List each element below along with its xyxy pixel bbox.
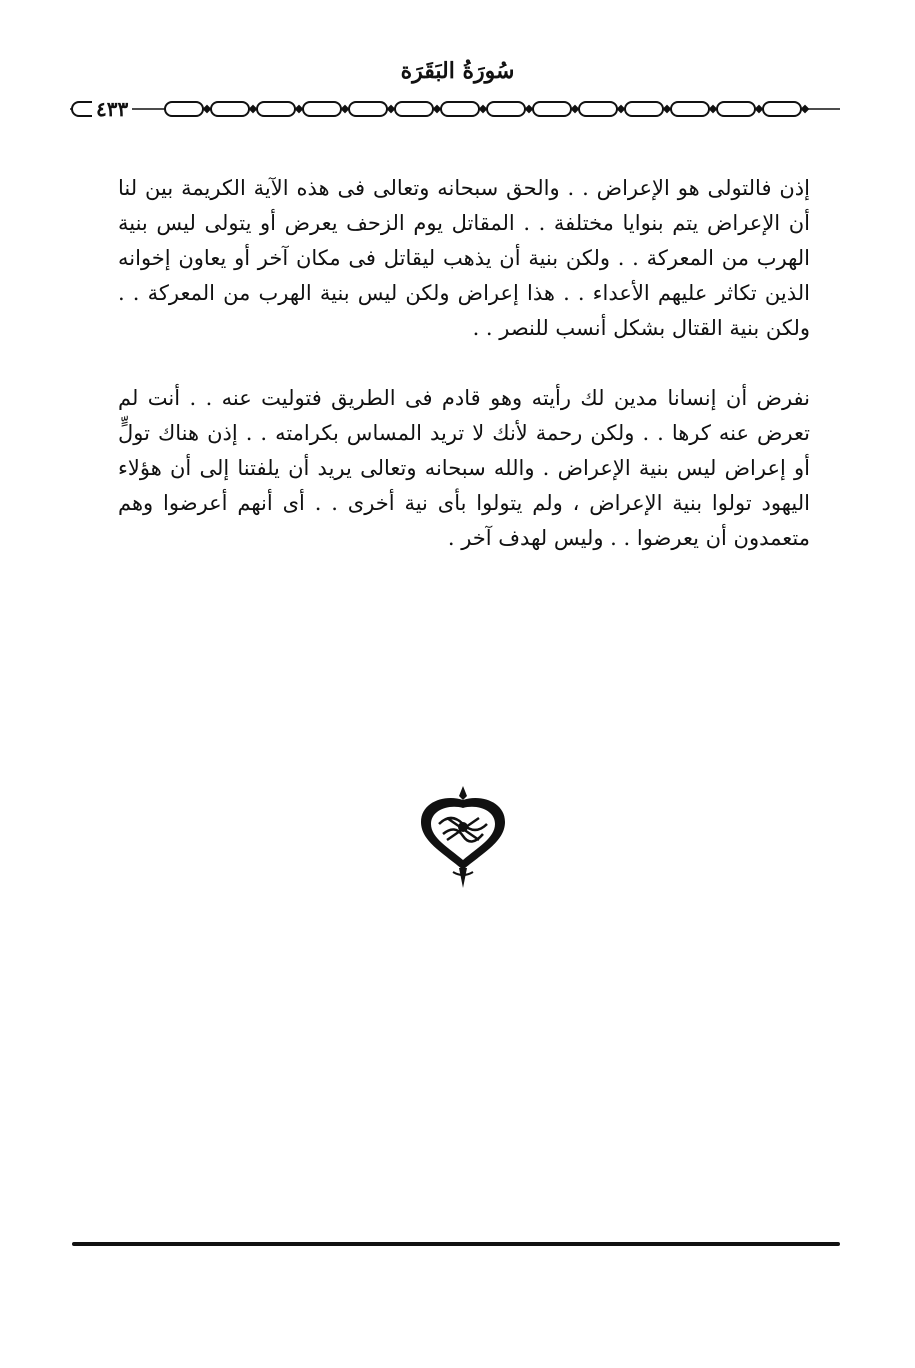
- arabesque-ornament-icon: [415, 780, 511, 890]
- footer-rule: [72, 1242, 840, 1246]
- paragraph: نفرض أن إنسانا مدين لك رأيته وهو قادم فى الطريق فتوليت عنه . . أنت لم تعرض عنه كرها . . ولكن رحمة لأنك لا تريد المساس بكرامته . . إذن هناك تولٍّ أو إعراض ليس بنية الإعراض . والله سبحانه وتعالى يريد أن يلفتنا إلى أن هؤلاء اليهود تولوا بنية الإعراض ، ولم يتولوا بأى نية أخرى . . أى أنهم أعرضوا وهم متعمدون أن يعرضوا . . وليس لهدف آخر .: [118, 386, 810, 550]
- paragraph: إذن فالتولى هو الإعراض . . والحق سبحانه وتعالى فى هذه الآية الكريمة بين لنا أن الإعراض يتم بنوايا مختلفة . . المقاتل يوم الزحف يعرض أو يتولى ليس بنية الهرب من المعركة . . ولكن بنية أن يذهب ليقاتل فى مكان آخر أو يعاون إخوانه الذين تكاثر عليهم الأعداء . . هذا إعراض ولكن ليس بنية الهرب من المعركة . . ولكن بنية القتال بشكل أنسب للنصر . .: [118, 176, 810, 340]
- page-number: ٤٣٣: [92, 94, 132, 124]
- chain-border-icon: [70, 94, 840, 124]
- surah-title: سُورَةُ البَقَرَة: [400, 58, 515, 84]
